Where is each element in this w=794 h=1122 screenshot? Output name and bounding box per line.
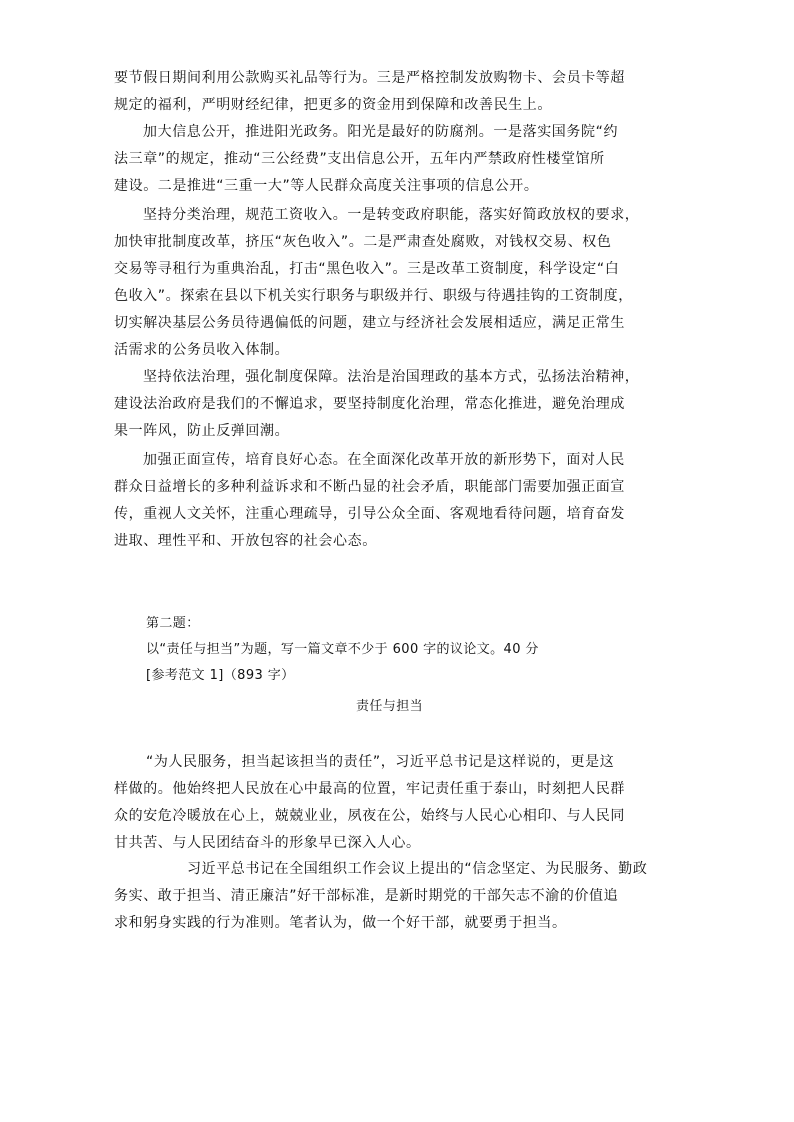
paragraph-line: 切实解决基层公务员待遇偏低的问题，建立与经济社会发展相适应，满足正常生: [114, 315, 625, 331]
essay-line: 众的安危冷暖放在心上，兢兢业业，夙夜在公，始终与人民心心相印、与人民同: [114, 808, 625, 824]
essay-line: 甘共苦、与人民团结奋斗的形象早已深入人心。: [114, 835, 421, 851]
paragraph-line: 要节假日期间利用公款购买礼品等行为。三是严格控制发放购物卡、会员卡等超: [114, 70, 625, 86]
essay-title: 责任与担当: [356, 699, 424, 714]
paragraph-line: 加快审批制度改革，挤压“灰色收入”。二是严肃查处腐败，对钱权交易、权色: [114, 234, 612, 250]
paragraph-line: 交易等寻租行为重典治乱，打击“黑色收入”。三是改革工资制度，科学设定“白: [114, 261, 620, 277]
question-label: 第二题：: [146, 616, 200, 631]
reference-note: [参考范文 1]（893 字）: [146, 668, 295, 683]
essay-line: 习近平总书记在全国组织工作会议上提出的“信念坚定、为民服务、勤政: [187, 861, 648, 877]
question-prompt: 以“责任与担当”为题，写一篇文章不少于 600 字的议论文。40 分: [146, 642, 539, 657]
paragraph-line: 色收入”。探索在县以下机关实行职务与职级并行、职级与待遇挂钩的工资制度，: [114, 288, 633, 304]
paragraph-line: 加大信息公开，推进阳光政务。阳光是最好的防腐剂。一是落实国务院“约: [143, 124, 619, 140]
paragraph-line: 建设法治政府是我们的不懈追求，要坚持制度化治理，常态化推进，避免治理成: [114, 396, 625, 412]
paragraph-line: 果一阵风，防止反弹回潮。: [114, 423, 290, 439]
paragraph-line: 活需求的公务员收入体制。: [114, 342, 290, 358]
paragraph-line: 群众日益增长的多种利益诉求和不断凸显的社会矛盾，职能部门需要加强正面宣: [114, 479, 625, 495]
paragraph-line: 法三章”的规定，推动“三公经费”支出信息公开，五年内严禁政府性楼堂馆所: [114, 151, 605, 167]
paragraph-line: 加强正面宣传，培育良好心态。在全面深化改革开放的新形势下，面对人民: [143, 452, 625, 468]
paragraph-line: 坚持分类治理，规范工资收入。一是转变政府职能，落实好简政放权的要求，: [143, 207, 640, 223]
essay-line: 求和躬身实践的行为准则。笔者认为，做一个好干部，就要勇于担当。: [114, 915, 567, 931]
paragraph-line: 传，重视人文关怀，注重心理疏导，引导公众全面、客观地看待问题，培育奋发: [114, 506, 625, 522]
paragraph-line: 建设。二是推进“三重一大”等人民群众高度关注事项的信息公开。: [114, 178, 539, 194]
paragraph-line: 坚持依法治理，强化制度保障。法治是治国理政的基本方式，弘扬法治精神，: [143, 369, 640, 385]
paragraph-line: 进取、理性平和、开放包容的社会心态。: [114, 533, 377, 549]
essay-line: 样做的。他始终把人民放在心中最高的位置，牢记责任重于泰山，时刻把人民群: [114, 781, 625, 797]
essay-line: “为人民服务，担当起该担当的责任”，习近平总书记是这样说的，更是这: [146, 754, 615, 770]
paragraph-line: 规定的福利，严明财经纪律，把更多的资金用到保障和改善民生上。: [114, 97, 552, 113]
essay-line: 务实、敢于担当、清正廉洁”好干部标准，是新时期党的干部矢志不渝的价值追: [114, 888, 619, 904]
